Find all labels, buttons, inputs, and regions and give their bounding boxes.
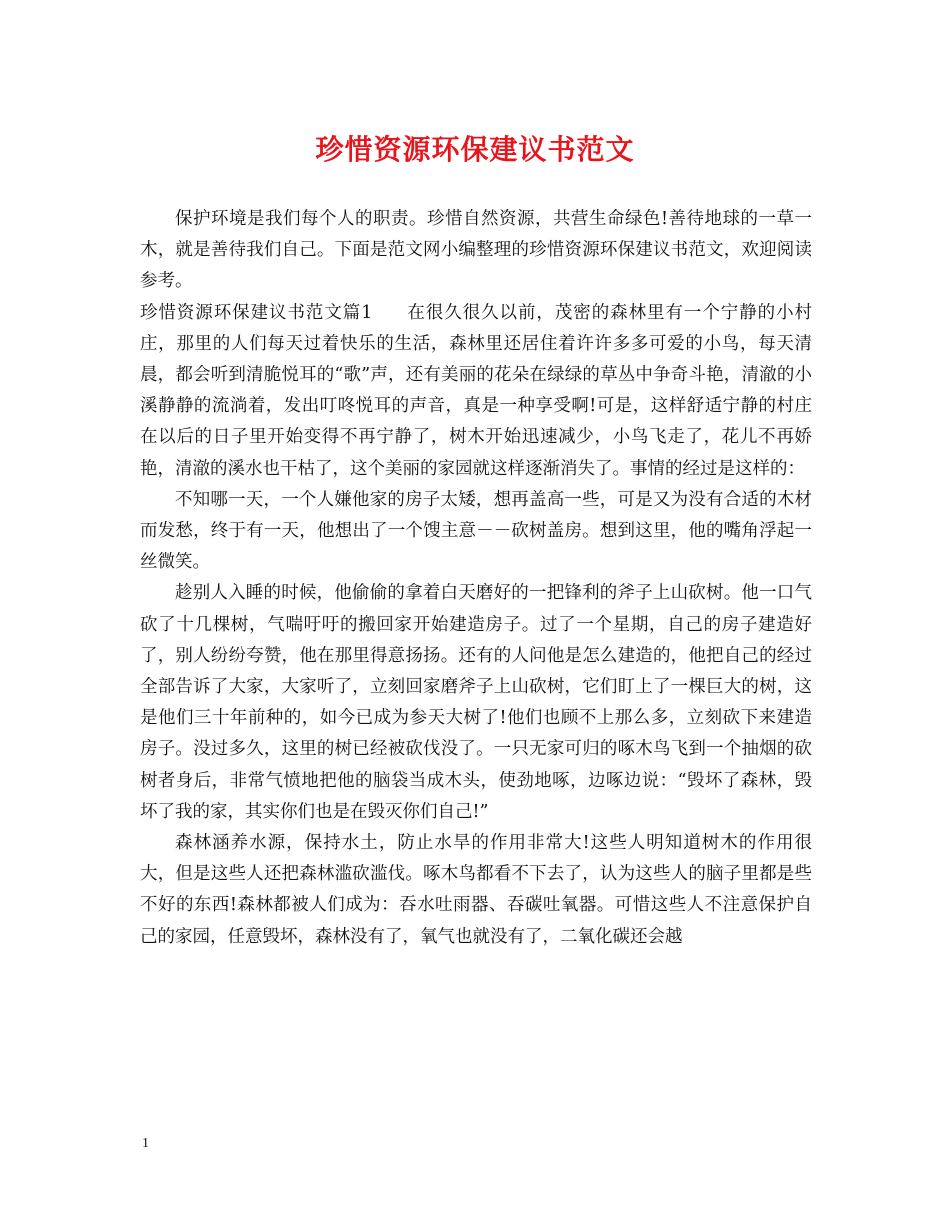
intro-paragraph: 保护环境是我们每个人的职责。珍惜自然资源，共营生命绿色!善待地球的一草一木，就是善待我们自己。下面是范文网小编整理的珍惜资源环保建议书范文，欢迎阅读参考。 [140, 209, 812, 292]
section-label: 珍惜资源环保建议书范文篇1 [140, 302, 373, 323]
page-number: 1 [142, 1136, 149, 1151]
section-first-text: 在很久很久以前，茂密的森林里有一个宁静的小村庄，那里的人们每天过着快乐的生活，森林里还居住着许许多多可爱的小鸟，每天清晨，都会听到清脆悦耳的“歌”声，还有美丽的花朵在绿绿的草丛中争奇斗艳，清澈的小溪静静的流淌着，发出叮咚悦耳的声音，真是一种享受啊!可是，这样舒适宁静的村庄在以后的日子里开始变得不再宁静了，树木开始迅速减少，小鸟飞走了，花儿不再娇艳，清澈的溪水也干枯了，这个美丽的家园就这样逐渐消失了。事情的经过是这样的： [140, 302, 813, 479]
body-paragraph-3: 森林涵养水源，保持水土，防止水旱的作用非常大!这些人明知道树木的作用很大，但是这些人还把森林滥砍滥伐。啄木鸟都看不下去了，认为这些人的脑子里都是些不好的东西!森林都被人们成为：吞水吐雨器、吞碳吐氧器。可惜这些人不注意保护自己的家园，任意毁坏，森林没有了，氧气也就没有了，二氧化碳还会越 [140, 833, 812, 947]
document-body [140, 204, 812, 953]
body-paragraph-1: 不知哪一天，一个人嫌他家的房子太矮，想再盖高一些，可是又为没有合适的木材而发愁，终于有一天，他想出了一个馊主意－－砍树盖房。想到这里，他的嘴角浮起一丝微笑。 [140, 489, 812, 573]
document-title: 珍惜资源环保建议书范文 [315, 133, 635, 166]
body-paragraph-2: 趁别人入睡的时候，他偷偷的拿着白天磨好的一把锋利的斧子上山砍树。他一口气砍了十几棵树，气喘吁吁的搬回家开始建造房子。过了一个星期，自己的房子建造好了，别人纷纷夸赞，他在那里得意扬扬。还有的人问他是怎么建造的，他把自己的经过全部告诉了大家，大家听了，立刻回家磨斧子上山砍树，它们盯上了一棵巨大的树，这是他们三十年前种的，如今已成为参天大树了!他们也顾不上那么多，立刻砍下来建造房子。没过多久，这里的树已经被砍伐没了。一只无家可归的啄木鸟飞到一个抽烟的砍树者身后，非常气愤地把他的脑袋当成木头，使劲地啄，边啄边说：“毁坏了森林，毁坏了我的家，其实你们也是在毁灭你们自己!” [140, 583, 812, 822]
section-paragraph [140, 298, 812, 485]
